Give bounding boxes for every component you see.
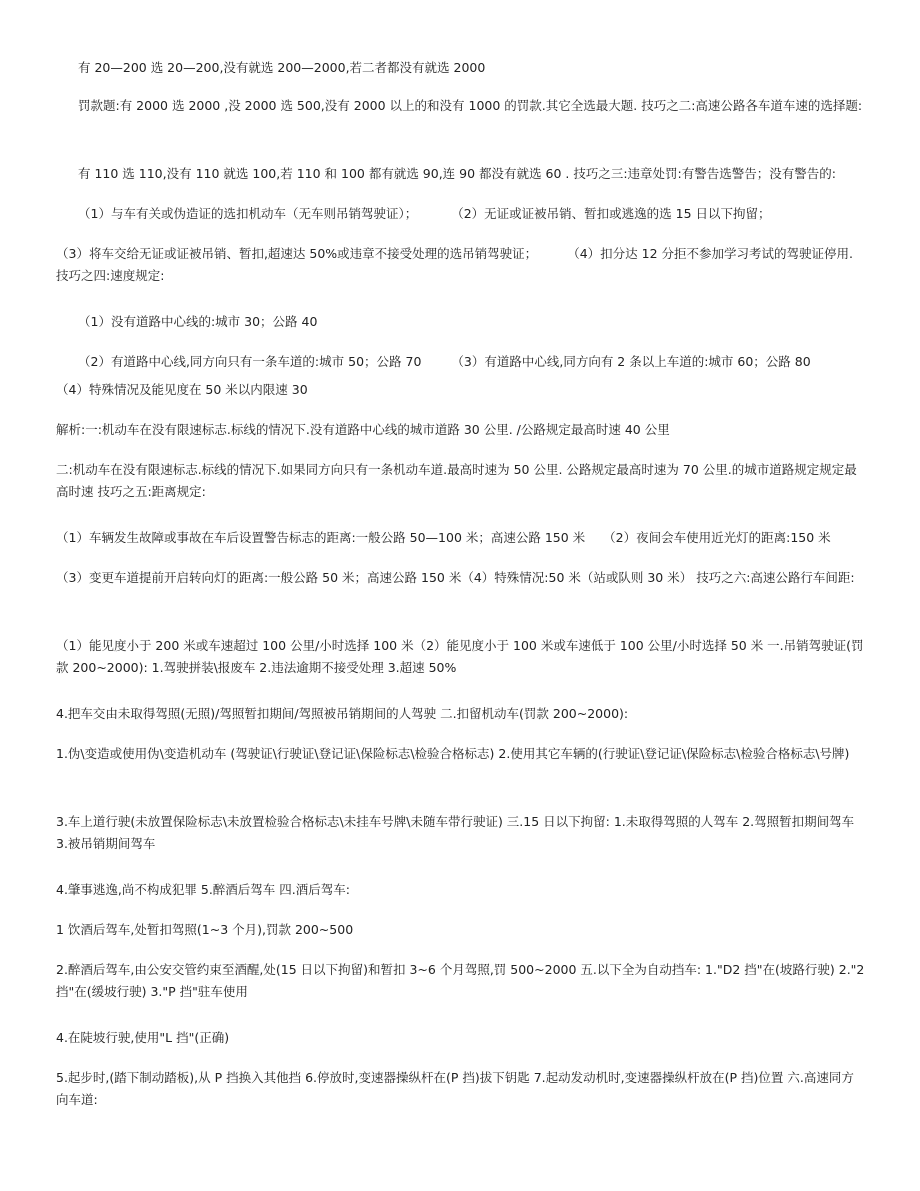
paragraph-hit-and-run: 4.肇事逃逸,尚不构成犯罪 5.醉酒后驾车 四.酒后驾车: [56, 882, 350, 897]
paragraph-penalty-1-2 [78, 203, 888, 225]
distance-rule-2: （2）夜间会车使用近光灯的距离:150 米 [603, 530, 831, 545]
paragraph-visibility-and-revocation: （1）能见度小于 200 米或车速超过 100 公里/小时选择 100 米（2）能见度小于 100 米或车速低于 100 公里/小时选择 50 米 一.吊销驾驶证(罚款 200~2000): 1.驾驶拼装\报废车 2.违法逾期不接受处理 3.超速 50% [56, 638, 864, 675]
paragraph-drink-driving: 1 饮酒后驾车,处暂扣驾照(1~3 个月),罚款 200~500 [56, 922, 354, 937]
paragraph-drunk-driving-and-gears: 2.醉酒后驾车,由公安交管约束至酒醒,处(15 日以下拘留)和暂扣 3~6 个月驾照,罚 500~2000 五.以下全为自动挡车: 1."D2 挡"在(坡路行驶) 2."2 挡"在(缓坡行驶) 3."P 挡"驻车使用 [56, 962, 865, 999]
paragraph-distance-rule-1-2 [56, 527, 866, 549]
speed-rule-3: （3）有道路中心线,同方向有 2 条以上车道的:城市 60；公路 80 [451, 354, 811, 369]
paragraph-l-gear: 4.在陡坡行驶,使用"L 挡"(正确) [56, 1030, 230, 1045]
paragraph-p-gear-and-expressway: 5.起步时,(踏下制动踏板),从 P 挡换入其他挡 6.停放时,变速器操纵杆在(P 挡)拔下钥匙 7.起动发动机时,变速器操纵杆放在(P 挡)位置 六.高速同方向车道: [56, 1070, 854, 1107]
penalty-item-4: （4）扣分达 12 分拒不参加学习考试的驾驶证停用. 技巧之四:速度规定: [56, 246, 853, 283]
paragraph-detention: 3.车上道行驶(未放置保险标志\未放置检验合格标志\未挂车号牌\未随车带行驶证) 三.15 日以下拘留: 1.未取得驾照的人驾车 2.驾照暂扣期间驾车 3.被吊销期间驾车 [56, 814, 855, 851]
distance-rule-1: （1）车辆发生故障或事故在车后设置警告标志的距离:一般公路 50—100 米；高速公路 150 米 [56, 530, 586, 545]
paragraph-detain-vehicle: 1.伪\变造或使用伪\变造机动车 (驾驶证\行驶证\登记证\保险标志\检验合格标志) 2.使用其它车辆的(行驶证\登记证\保险标志\检验合格标志\号牌) [56, 746, 850, 761]
paragraph-speed-rule-2-3 [78, 351, 888, 373]
paragraph-answer-range: 有 20—200 选 20—200,没有就选 200—2000,若二者都没有就选 2000 [78, 60, 486, 75]
paragraph-analysis-1: 解析:一:机动车在没有限速标志.标线的情况下.没有道路中心线的城市道路 30 公里. /公路规定最高时速 40 公里 [56, 422, 670, 437]
penalty-item-3: （3）将车交给无证或证被吊销、暂扣,超速达 50%或违章不接受处理的选吊销驾驶证； [56, 246, 538, 261]
paragraph-analysis-2: 二:机动车在没有限速标志.标线的情况下.如果同方向只有一条机动车道.最高时速为 50 公里. 公路规定最高时速为 70 公里.的城市道路规定规定最高时速 技巧之五:距离规定: [56, 462, 857, 499]
penalty-item-1: （1）与车有关或伪造证的选扣机动车（无车则吊销驾驶证）； [78, 206, 418, 221]
paragraph-speed-rule-4: （4）特殊情况及能见度在 50 米以内限速 30 [56, 382, 308, 397]
paragraph-distance-rule-3-4: （3）变更车道提前开启转向灯的距离:一般公路 50 米；高速公路 150 米（4）特殊情况:50 米（站或队则 30 米） 技巧之六:高速公路行车间距: [56, 570, 855, 585]
paragraph-penalty-3-4 [56, 243, 866, 287]
paragraph-speed-selection: 有 110 选 110,没有 110 就选 100,若 110 和 100 都有就选 90,连 90 都没有就选 60 . 技巧之三:违章处罚:有警告选警告；没有警告的: [78, 166, 836, 181]
paragraph-fine-questions: 罚款题:有 2000 选 2000 ,没 2000 选 500,没有 2000 以上的和没有 1000 的罚款.其它全选最大题. 技巧之二:高速公路各车道车速的选择题: [78, 98, 863, 113]
paragraph-revocation-4: 4.把车交由未取得驾照(无照)/驾照暂扣期间/驾照被吊销期间的人驾驶 二.扣留机动车(罚款 200~2000): [56, 706, 629, 721]
paragraph-speed-rule-1: （1）没有道路中心线的:城市 30；公路 40 [78, 314, 318, 329]
penalty-item-2: （2）无证或证被吊销、暂扣或逃逸的选 15 日以下拘留； [451, 206, 771, 221]
speed-rule-2: （2）有道路中心线,同方向只有一条车道的:城市 50；公路 70 [78, 354, 422, 369]
